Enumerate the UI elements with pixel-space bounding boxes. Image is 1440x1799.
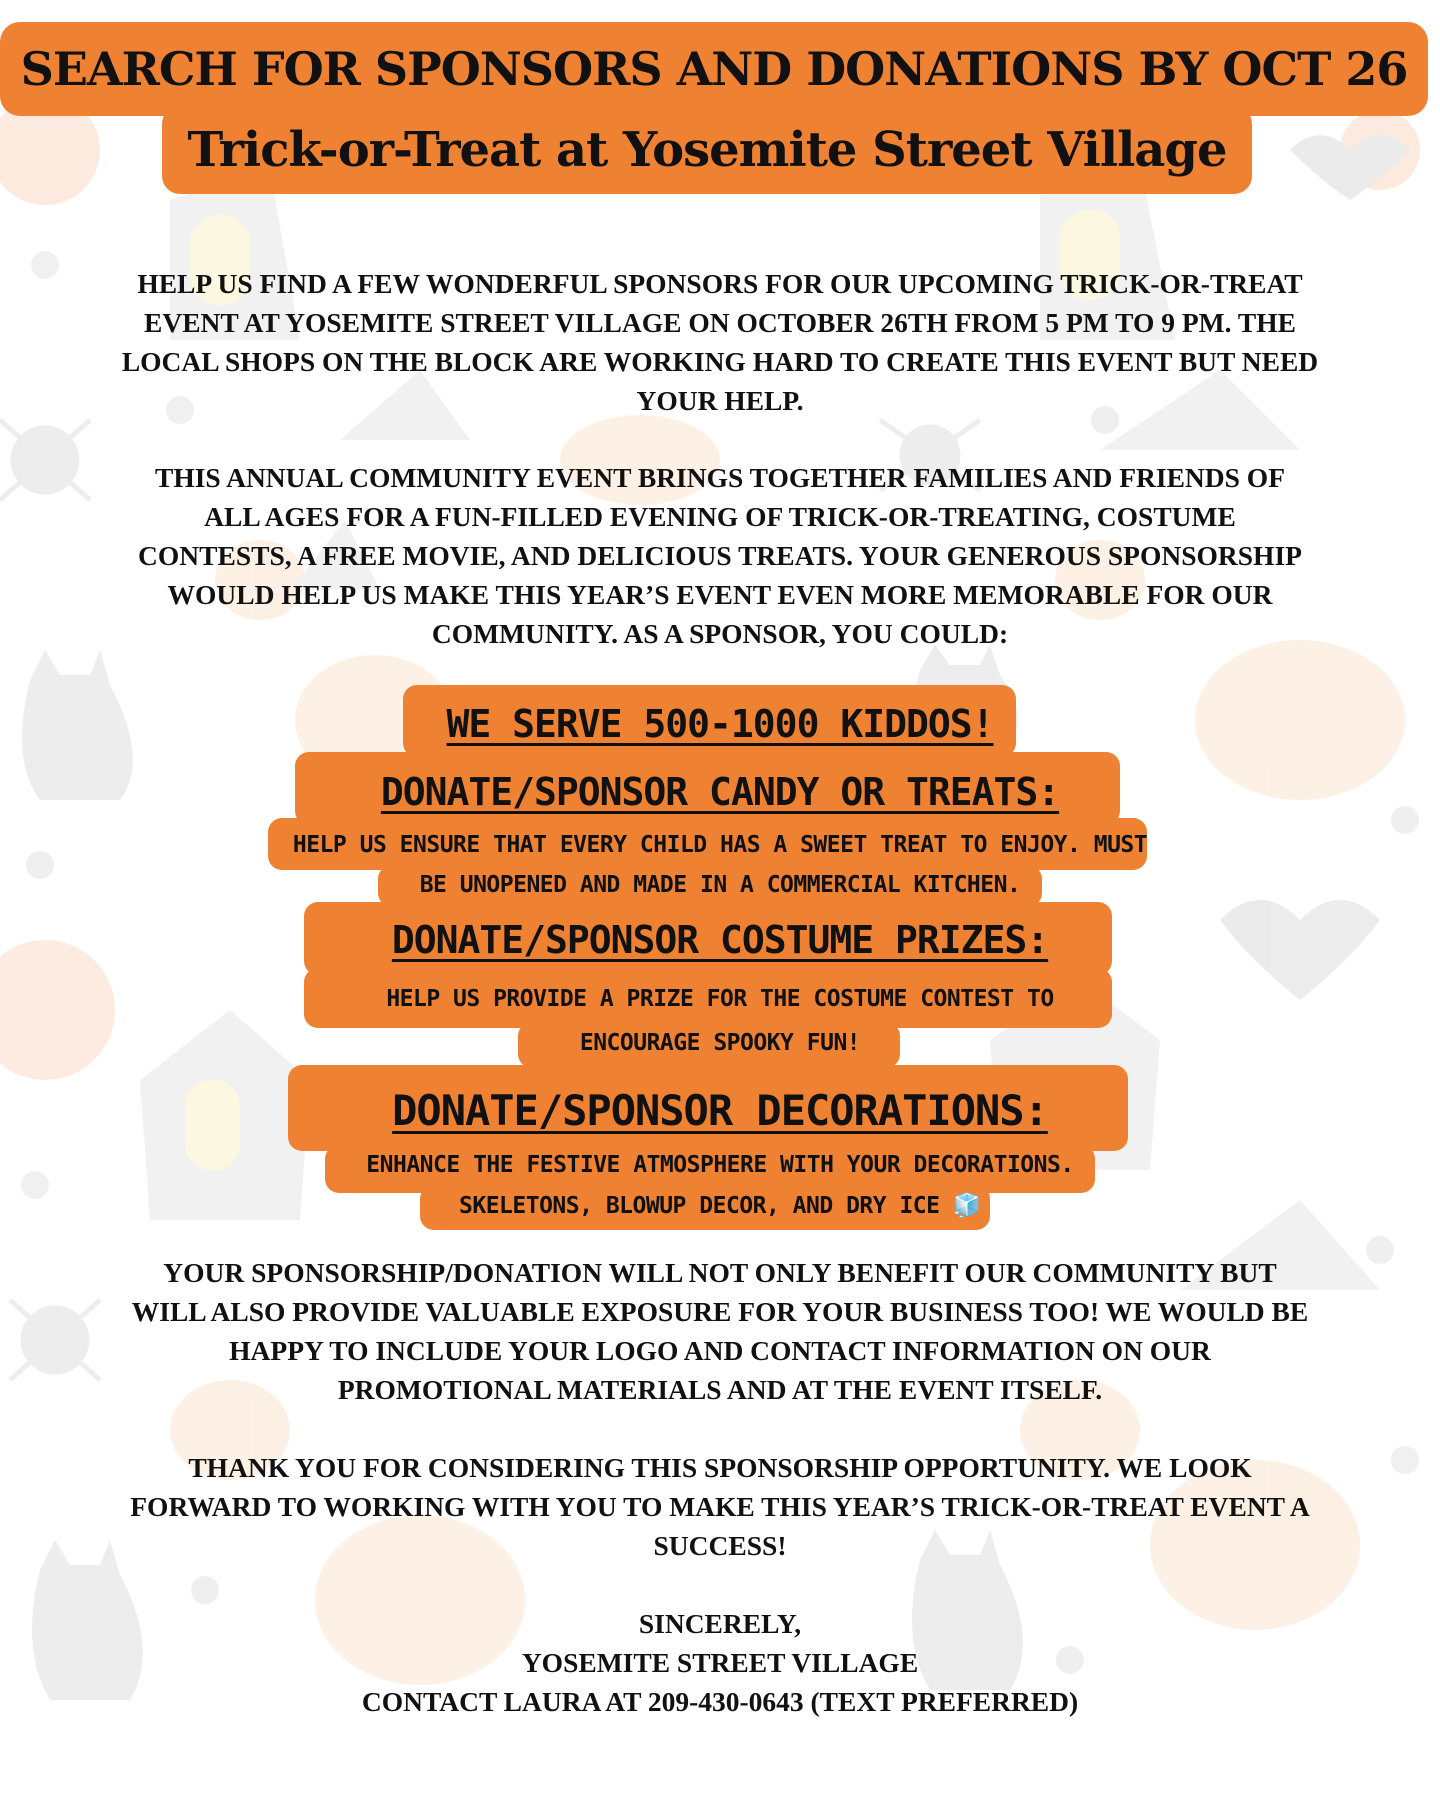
header-banner-deadline <box>0 22 1428 116</box>
costume-heading: DONATE/SPONSOR COSTUME PRIZES: <box>391 918 1049 962</box>
contact-info: CONTACT LAURA AT 209-430-0643 (TEXT PREFERRED) <box>361 1686 1079 1717</box>
serve-count-heading: WE SERVE 500-1000 KIDDOS! <box>446 702 994 746</box>
sincerely-text: SINCERELY, <box>638 1608 802 1639</box>
candy-heading: DONATE/SPONSOR CANDY OR TREATS: <box>380 770 1060 814</box>
organization-name: YOSEMITE STREET VILLAGE <box>521 1647 919 1678</box>
thanks-paragraph <box>90 1448 1350 1565</box>
intro-line: LOCAL SHOPS ON THE BLOCK ARE WORKING HARD TO CREATE THIS EVENT BUT NEED <box>121 346 1319 377</box>
about-paragraph <box>90 458 1350 653</box>
about-line: COMMUNITY. AS A SPONSOR, YOU COULD: <box>431 618 1009 649</box>
intro-line: YOUR HELP. <box>636 385 804 416</box>
about-line: WOULD HELP US MAKE THIS YEAR’S EVENT EVEN MORE MEMORABLE FOR OUR <box>167 579 1273 610</box>
costume-description: HELP US PROVIDE A PRIZE FOR THE COSTUME CONTEST TO <box>386 986 1054 1012</box>
benefit-line: WILL ALSO PROVIDE VALUABLE EXPOSURE FOR YOUR BUSINESS TOO! WE WOULD BE <box>131 1296 1309 1327</box>
signoff-block <box>0 1604 1440 1721</box>
thanks-line: FORWARD TO WORKING WITH YOU TO MAKE THIS YEAR’S TRICK-OR-TREAT EVENT A <box>130 1491 1310 1522</box>
intro-paragraph <box>90 264 1350 420</box>
candy-description: BE UNOPENED AND MADE IN A COMMERCIAL KITCHEN. <box>419 872 1021 898</box>
intro-line: HELP US FIND A FEW WONDERFUL SPONSORS FOR OUR UPCOMING TRICK-OR-TREAT <box>137 268 1303 299</box>
header-event-title: Trick-or-Treat at Yosemite Street Village <box>187 122 1227 178</box>
candy-description: HELP US ENSURE THAT EVERY CHILD HAS A SWEET TREAT TO ENJOY. MUST <box>292 832 1148 858</box>
benefit-line: YOUR SPONSORSHIP/DONATION WILL NOT ONLY BENEFIT OUR COMMUNITY BUT <box>163 1257 1277 1288</box>
header-banner-event <box>162 106 1252 194</box>
decorations-description: ENHANCE THE FESTIVE ATMOSPHERE WITH YOUR DECORATIONS. <box>366 1152 1074 1178</box>
thanks-line: THANK YOU FOR CONSIDERING THIS SPONSORSHIP OPPORTUNITY. WE LOOK <box>188 1452 1252 1483</box>
header-deadline-title: SEARCH FOR SPONSORS AND DONATIONS BY OCT 26 <box>20 42 1408 96</box>
intro-line: EVENT AT YOSEMITE STREET VILLAGE ON OCTOBER 26TH FROM 5 PM TO 9 PM. THE <box>144 307 1296 338</box>
benefit-line: PROMOTIONAL MATERIALS AND AT THE EVENT ITSELF. <box>337 1374 1103 1405</box>
about-line: ALL AGES FOR A FUN-FILLED EVENING OF TRICK-OR-TREATING, COSTUME <box>204 501 1236 532</box>
about-line: THIS ANNUAL COMMUNITY EVENT BRINGS TOGETHER FAMILIES AND FRIENDS OF <box>155 462 1285 493</box>
decorations-description: SKELETONS, BLOWUP DECOR, AND DRY ICE 🧊 <box>459 1193 981 1219</box>
thanks-line: SUCCESS! <box>653 1530 787 1561</box>
costume-description: ENCOURAGE SPOOKY FUN! <box>579 1030 861 1056</box>
about-line: CONTESTS, A FREE MOVIE, AND DELICIOUS TREATS. YOUR GENEROUS SPONSORSHIP <box>138 540 1302 571</box>
benefit-paragraph <box>90 1253 1350 1409</box>
decorations-heading: DONATE/SPONSOR DECORATIONS: <box>392 1086 1048 1135</box>
benefit-line: HAPPY TO INCLUDE YOUR LOGO AND CONTACT INFORMATION ON OUR <box>229 1335 1211 1366</box>
